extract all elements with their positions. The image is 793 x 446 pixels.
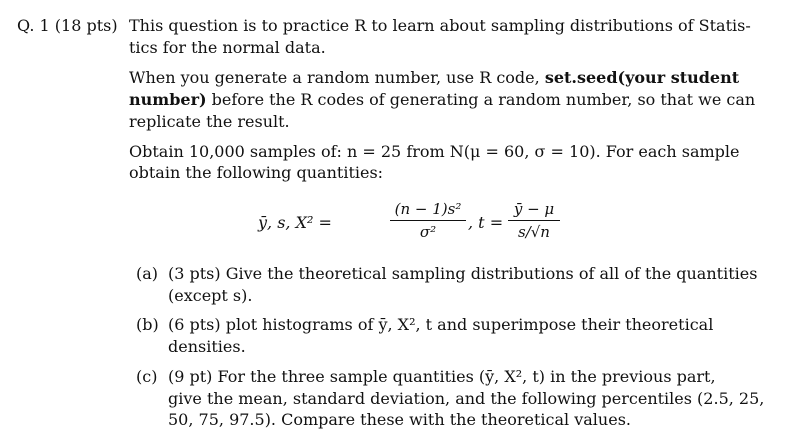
seed-text-cont: before the R codes of generating a random number, so that we can [206,90,756,109]
part-a-label: (a) [136,264,159,283]
fraction-numerator: (n − 1)s² [394,200,462,218]
fraction-bar [390,220,466,221]
seed-line-2 [129,90,755,110]
intro-line-1: This question is to practice R to learn about sampling distributions of Statis- [129,16,751,35]
obtain-line-2: obtain the following quantities: [129,163,384,182]
obtain-line-1: Obtain 10,000 samples of: n = 25 from N(μ = 60, σ = 10). For each sample [129,142,740,161]
part-c-line-2: give the mean, standard deviation, and the following percentiles (2.5, 25, [168,389,765,408]
part-c-line-3: 50, 75, 97.5). Compare these with the theoretical values. [168,410,631,429]
part-b-line-2: densities. [168,337,246,356]
fraction-bar [508,220,560,221]
part-b-label: (b) [136,315,159,334]
fraction-numerator: ȳ − μ [513,200,555,218]
intro-line-2: tics for the normal data. [129,38,326,57]
formula-lhs: ȳ, s, X² = [258,213,332,232]
question-header [17,16,118,36]
part-c-line-1: (9 pt) For the three sample quantities (ȳ, X², t) in the previous part, [168,367,716,386]
formula-fraction-chi [390,200,466,241]
fraction-denominator: σ² [419,223,437,241]
question-points: (18 pts) [54,16,118,35]
formula-fraction-t [508,200,560,241]
part-a-line-2: (except s). [168,286,253,305]
seed-code: set.seed(your student [544,68,740,87]
fraction-denominator: s/√n [518,223,550,241]
seed-code-end: number) [129,90,207,109]
seed-text: When you generate a random number, use R code, [129,68,545,87]
part-a-line-1: (3 pts) Give the theoretical sampling distributions of all of the quantities [168,264,758,283]
part-c-label: (c) [136,367,158,386]
seed-line-1 [129,68,739,88]
seed-line-3: replicate the result. [129,112,290,131]
part-b-line-1: (6 pts) plot histograms of ȳ, X², t and superimpose their theoretical [168,315,714,334]
formula-mid: , t = [468,213,504,232]
display-formula [258,200,598,248]
question-number: Q. 1 [17,16,50,35]
